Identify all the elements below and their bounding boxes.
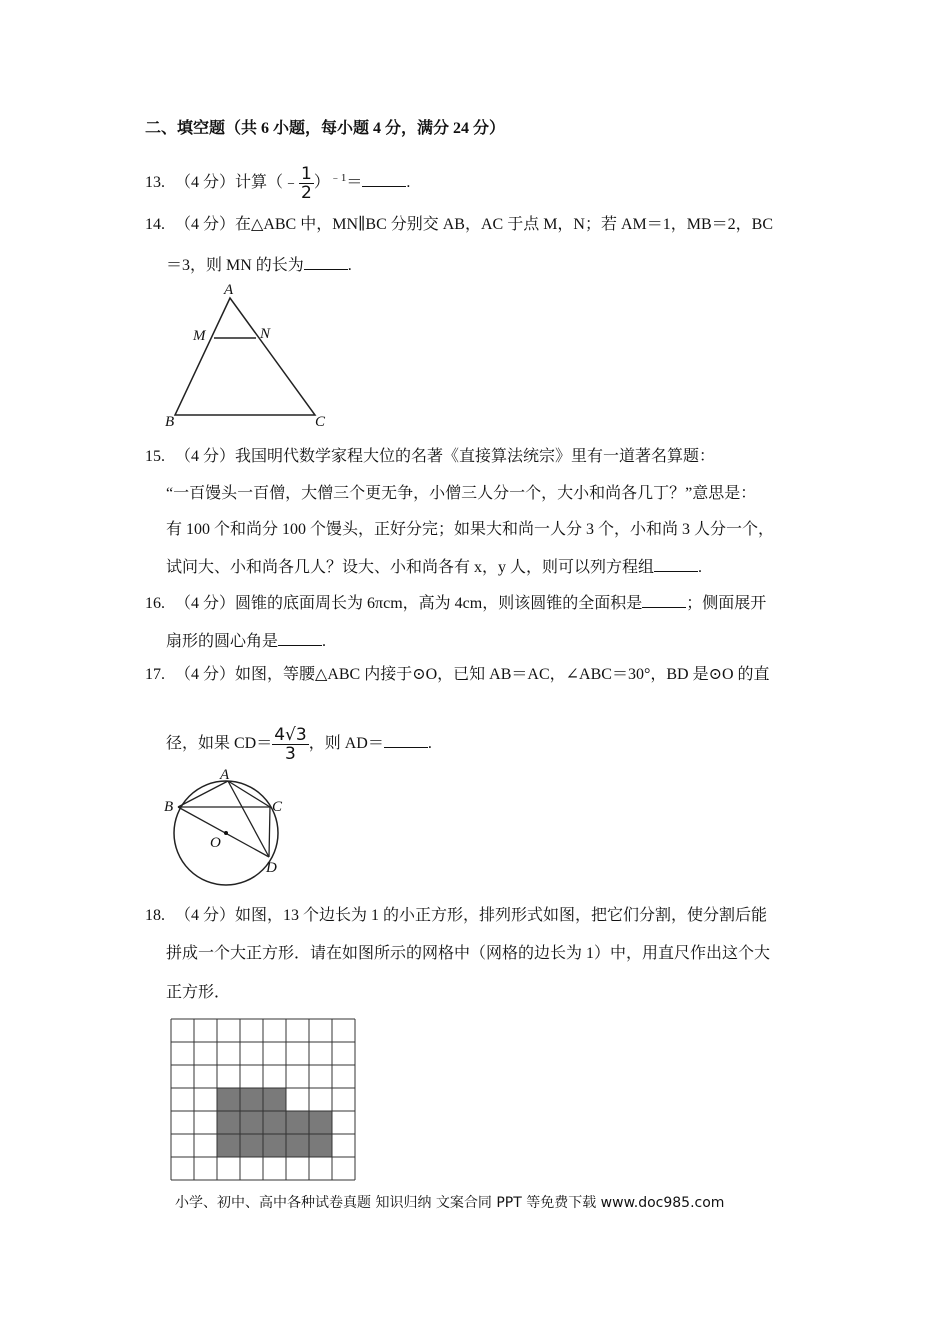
shaded-cell <box>217 1134 240 1157</box>
footer-text: 小学、初中、高中各种试卷真题 知识归纳 文案合同 PPT 等免费下载 www.doc985.com <box>175 1195 725 1211</box>
question-17-line2 <box>166 726 432 763</box>
question-16-line1 <box>145 593 766 614</box>
segment-ba <box>178 781 228 807</box>
q18-text-line3: 正方形． <box>166 984 231 1001</box>
q14-text-line2: ＝3，则 MN 的长为 <box>166 257 304 274</box>
label-c: C <box>315 414 326 430</box>
question-18-line1 <box>145 906 767 926</box>
q13-end: . <box>406 174 411 192</box>
question-13 <box>145 165 410 202</box>
shaded-cell <box>217 1111 240 1134</box>
shaded-cell <box>263 1111 286 1134</box>
q13-answer-blank <box>362 172 406 187</box>
question-14-line2 <box>166 255 352 276</box>
q15-answer-blank <box>654 557 698 572</box>
shaded-cell <box>286 1134 309 1157</box>
label-o-circle: O <box>210 835 221 851</box>
q17-text-line2: 径，如果 CD＝ <box>166 735 273 753</box>
q15-end: . <box>698 559 703 576</box>
shaded-cell <box>217 1088 240 1111</box>
q17-fraction: $\frac{4√3}{3}$ <box>274 725 307 764</box>
q13-exponent: ﹣1 <box>329 171 347 184</box>
triangle-abc <box>175 298 315 415</box>
section-title: 二、填空题（共 6 小题，每小题 4 分，满分 24 分） <box>145 120 506 137</box>
q17-text-line2b: ，则 AD＝ <box>308 735 384 753</box>
label-a-circle: A <box>220 767 230 783</box>
q15-text-line2: “一百馒头一百僧，大僧三个更无争，小僧三人分一个，大小和尚各几丁？”意思是： <box>166 485 757 502</box>
q14-number: 14. <box>145 216 165 233</box>
q17-score: （4 分） <box>175 666 236 683</box>
label-b: B <box>165 414 175 430</box>
segment-cd <box>269 807 270 857</box>
question-17-line1 <box>145 665 770 685</box>
q14-score: （4 分） <box>175 216 236 233</box>
q16-score: （4 分） <box>175 595 236 612</box>
q13-text-c: ＝ <box>346 174 363 192</box>
q16-end: . <box>322 633 327 650</box>
q18-score: （4 分） <box>175 907 236 924</box>
circle-figure <box>160 765 300 895</box>
q18-text-line1: 如图，13 个边长为 1 的小正方形，排列形式如图，把它们分割，使分割后能 <box>235 907 768 924</box>
label-c-circle: C <box>272 799 283 815</box>
label-b-circle: B <box>164 799 174 815</box>
q18-number: 18. <box>145 907 165 924</box>
q13-fraction: $\frac{1}{2}$ <box>301 164 312 203</box>
q17-answer-blank <box>384 733 428 748</box>
q16-number: 16. <box>145 595 165 612</box>
q16-answer-blank-1 <box>642 593 686 608</box>
shaded-cell <box>263 1134 286 1157</box>
q15-number: 15. <box>145 448 165 465</box>
q15-score: （4 分） <box>175 448 236 465</box>
q14-text-line1: 在△ABC 中，MN∥BC 分别交 AB，AC 于点 M，N；若 AM＝1，MB＝2，BC <box>235 216 773 233</box>
label-m: M <box>193 328 206 344</box>
question-15-line4 <box>166 557 702 578</box>
q13-number: 13. <box>145 174 165 192</box>
q16-answer-blank-2 <box>278 631 322 646</box>
shaded-cell <box>240 1088 263 1111</box>
q17-number: 17. <box>145 666 165 683</box>
shaded-cell <box>286 1111 309 1134</box>
q17-text-line1: 如图，等腰△ABC 内接于⊙O，已知 AB＝AC，∠ABC＝30°，BD 是⊙O 的直 <box>235 666 770 683</box>
shaded-cell <box>263 1088 286 1111</box>
q14-end: . <box>347 257 352 274</box>
q15-text-line4: 试问大、小和尚各几人？设大、小和尚各有 x，y 人，则可以列方程组 <box>166 559 655 576</box>
q13-score: （4 分） <box>175 174 236 192</box>
label-d-circle: D <box>266 860 277 876</box>
shaded-cell <box>309 1111 332 1134</box>
q16-text-line1: 圆锥的底面周长为 6πcm，高为 4cm，则该圆锥的全面积是 <box>235 595 643 612</box>
square-grid <box>170 1018 356 1181</box>
q18-text-line2: 拼成一个大正方形．请在如图所示的网格中（网格的边长为 1）中，用直尺作出这个大 <box>166 945 771 962</box>
q17-end: . <box>427 735 432 753</box>
q13-text-a: 计算（﹣ <box>235 174 300 192</box>
question-15-line1 <box>145 447 715 467</box>
label-n: N <box>260 326 271 342</box>
shaded-cell <box>240 1134 263 1157</box>
label-a: A <box>224 282 234 298</box>
question-16-line2 <box>166 631 326 652</box>
q15-text-line1: 我国明代数学家程大位的名著《直接算法统宗》里有一道著名算题： <box>235 448 716 465</box>
q16-text-line2: 扇形的圆心角是 <box>166 633 279 650</box>
shaded-cell <box>240 1111 263 1134</box>
q14-answer-blank <box>304 255 348 270</box>
question-14-line1 <box>145 215 773 235</box>
q13-text-b: ） <box>313 174 330 192</box>
triangle-figure <box>160 280 360 435</box>
q16-text-line1-end: ；侧面展开 <box>686 595 767 612</box>
center-dot <box>224 831 228 835</box>
q15-text-line3: 有 100 个和尚分 100 个馒头，正好分完；如果大和尚一人分 3 个，小和尚 3 人分一个， <box>166 521 775 538</box>
shaded-cell <box>309 1134 332 1157</box>
